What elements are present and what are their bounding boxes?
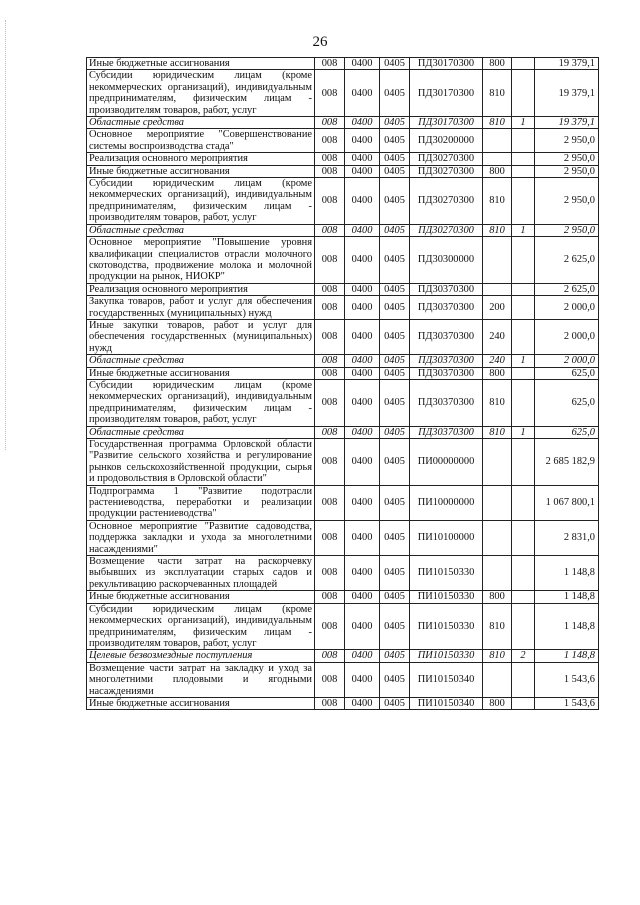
row-gr-code: 008 xyxy=(315,603,345,650)
row-pr-code: 0405 xyxy=(380,662,410,697)
row-pr-code: 0405 xyxy=(380,367,410,379)
row-rz-code: 0400 xyxy=(345,224,380,236)
row-source-code: 1 xyxy=(512,355,535,367)
row-csr-code: ПД30170300 xyxy=(410,58,483,70)
row-csr-code: ПД30170300 xyxy=(410,117,483,129)
row-name: Основное мероприятие "Развитие садоводства, поддержка закладки и ухода за многолетними насаждениями" xyxy=(87,520,315,555)
row-amount: 625,0 xyxy=(535,367,599,379)
row-amount: 1 148,8 xyxy=(535,603,599,650)
row-gr-code: 008 xyxy=(315,178,345,225)
row-amount: 1 148,8 xyxy=(535,591,599,603)
row-source-code xyxy=(512,485,535,520)
row-gr-code: 008 xyxy=(315,355,345,367)
row-csr-code: ПД30270300 xyxy=(410,224,483,236)
row-csr-code: ПИ10000000 xyxy=(410,485,483,520)
row-rz-code: 0400 xyxy=(345,129,380,153)
row-csr-code: ПД30270300 xyxy=(410,178,483,225)
row-name: Возмещение части затрат на раскорчевку выбывших из эксплуатации старых садов и рекультивацию раскорчеванных площадей xyxy=(87,556,315,591)
table-row xyxy=(87,367,599,379)
row-amount: 1 148,8 xyxy=(535,650,599,662)
row-rz-code: 0400 xyxy=(345,165,380,177)
row-source-code xyxy=(512,591,535,603)
row-amount: 1 067 800,1 xyxy=(535,485,599,520)
row-pr-code: 0405 xyxy=(380,70,410,117)
row-gr-code: 008 xyxy=(315,153,345,165)
row-gr-code: 008 xyxy=(315,379,345,426)
row-name: Иные бюджетные ассигнования xyxy=(87,697,315,709)
row-name: Реализация основного мероприятия xyxy=(87,283,315,295)
budget-table-body xyxy=(87,58,599,710)
row-pr-code: 0405 xyxy=(380,319,410,354)
row-amount: 2 950,0 xyxy=(535,224,599,236)
row-source-code xyxy=(512,697,535,709)
row-source-code xyxy=(512,178,535,225)
row-gr-code: 008 xyxy=(315,485,345,520)
row-name: Иные бюджетные ассигнования xyxy=(87,591,315,603)
row-pr-code: 0405 xyxy=(380,697,410,709)
row-name: Субсидии юридическим лицам (кроме некоммерческих организаций), индивидуальным предпринимателям, физическим лицам - производителям товаров, работ, услуг xyxy=(87,603,315,650)
table-row xyxy=(87,556,599,591)
row-source-code xyxy=(512,556,535,591)
row-gr-code: 008 xyxy=(315,650,345,662)
row-csr-code: ПИ00000000 xyxy=(410,439,483,486)
row-amount: 2 000,0 xyxy=(535,319,599,354)
row-vr-code: 810 xyxy=(483,224,512,236)
row-vr-code: 800 xyxy=(483,367,512,379)
table-row xyxy=(87,426,599,438)
row-rz-code: 0400 xyxy=(345,591,380,603)
row-pr-code: 0405 xyxy=(380,178,410,225)
row-source-code xyxy=(512,58,535,70)
row-vr-code: 810 xyxy=(483,426,512,438)
row-source-code xyxy=(512,603,535,650)
row-name: Иные бюджетные ассигнования xyxy=(87,58,315,70)
row-amount: 1 148,8 xyxy=(535,556,599,591)
table-row xyxy=(87,439,599,486)
table-row xyxy=(87,319,599,354)
row-name: Субсидии юридическим лицам (кроме некоммерческих организаций), индивидуальным предпринимателям, физическим лицам - производителям товаров, работ, услуг xyxy=(87,178,315,225)
row-gr-code: 008 xyxy=(315,224,345,236)
row-rz-code: 0400 xyxy=(345,237,380,284)
row-rz-code: 0400 xyxy=(345,153,380,165)
row-pr-code: 0405 xyxy=(380,117,410,129)
row-source-code: 1 xyxy=(512,426,535,438)
row-csr-code: ПД30270300 xyxy=(410,153,483,165)
page-number: 26 xyxy=(312,34,328,50)
row-csr-code: ПД30370300 xyxy=(410,283,483,295)
row-csr-code: ПД30270300 xyxy=(410,165,483,177)
row-name: Иные закупки товаров, работ и услуг для обеспечения государственных (муниципальных) нужд xyxy=(87,319,315,354)
row-csr-code: ПД30370300 xyxy=(410,367,483,379)
row-rz-code: 0400 xyxy=(345,58,380,70)
row-name: Основное мероприятие "Совершенствование системы воспроизводства стада" xyxy=(87,129,315,153)
row-name: Областные средства xyxy=(87,224,315,236)
table-row xyxy=(87,178,599,225)
row-amount: 19 379,1 xyxy=(535,58,599,70)
row-rz-code: 0400 xyxy=(345,603,380,650)
row-vr-code xyxy=(483,283,512,295)
row-csr-code: ПИ10150340 xyxy=(410,697,483,709)
table-row xyxy=(87,224,599,236)
row-name: Областные средства xyxy=(87,355,315,367)
row-name: Областные средства xyxy=(87,426,315,438)
row-rz-code: 0400 xyxy=(345,520,380,555)
row-pr-code: 0405 xyxy=(380,224,410,236)
row-amount: 2 950,0 xyxy=(535,165,599,177)
row-amount: 2 625,0 xyxy=(535,237,599,284)
row-amount: 1 543,6 xyxy=(535,662,599,697)
row-rz-code: 0400 xyxy=(345,296,380,320)
row-pr-code: 0405 xyxy=(380,485,410,520)
margin-scan-marks xyxy=(5,20,8,450)
row-source-code: 1 xyxy=(512,224,535,236)
row-vr-code xyxy=(483,129,512,153)
row-amount: 2 950,0 xyxy=(535,178,599,225)
row-source-code xyxy=(512,296,535,320)
row-rz-code: 0400 xyxy=(345,556,380,591)
table-row xyxy=(87,58,599,70)
row-gr-code: 008 xyxy=(315,283,345,295)
table-row xyxy=(87,697,599,709)
row-rz-code: 0400 xyxy=(345,697,380,709)
row-source-code xyxy=(512,520,535,555)
table-row xyxy=(87,520,599,555)
row-vr-code: 800 xyxy=(483,591,512,603)
row-vr-code: 810 xyxy=(483,379,512,426)
table-row xyxy=(87,283,599,295)
row-csr-code: ПИ10100000 xyxy=(410,520,483,555)
row-rz-code: 0400 xyxy=(345,439,380,486)
row-source-code xyxy=(512,165,535,177)
row-csr-code: ПД30370300 xyxy=(410,319,483,354)
row-gr-code: 008 xyxy=(315,129,345,153)
row-gr-code: 008 xyxy=(315,58,345,70)
row-amount: 2 950,0 xyxy=(535,153,599,165)
row-name: Субсидии юридическим лицам (кроме некоммерческих организаций), индивидуальным предпринимателям, физическим лицам - производителям товаров, работ, услуг xyxy=(87,70,315,117)
row-rz-code: 0400 xyxy=(345,319,380,354)
row-csr-code: ПД30370300 xyxy=(410,355,483,367)
row-amount: 2 000,0 xyxy=(535,355,599,367)
table-row xyxy=(87,379,599,426)
row-amount: 625,0 xyxy=(535,426,599,438)
budget-table xyxy=(86,57,599,710)
row-gr-code: 008 xyxy=(315,319,345,354)
row-gr-code: 008 xyxy=(315,591,345,603)
table-row xyxy=(87,650,599,662)
row-csr-code: ПД30370300 xyxy=(410,296,483,320)
row-vr-code xyxy=(483,485,512,520)
row-source-code xyxy=(512,379,535,426)
row-gr-code: 008 xyxy=(315,237,345,284)
row-name: Субсидии юридическим лицам (кроме некоммерческих организаций), индивидуальным предпринимателям, физическим лицам - производителям товаров, работ, услуг xyxy=(87,379,315,426)
row-vr-code xyxy=(483,520,512,555)
row-source-code: 1 xyxy=(512,117,535,129)
row-vr-code xyxy=(483,237,512,284)
row-csr-code: ПИ10150330 xyxy=(410,591,483,603)
row-source-code xyxy=(512,439,535,486)
row-amount: 19 379,1 xyxy=(535,117,599,129)
row-name: Целевые безвозмездные поступления xyxy=(87,650,315,662)
row-name: Реализация основного мероприятия xyxy=(87,153,315,165)
row-rz-code: 0400 xyxy=(345,379,380,426)
row-vr-code: 810 xyxy=(483,178,512,225)
row-gr-code: 008 xyxy=(315,697,345,709)
row-csr-code: ПИ10150330 xyxy=(410,603,483,650)
row-name: Иные бюджетные ассигнования xyxy=(87,165,315,177)
row-pr-code: 0405 xyxy=(380,591,410,603)
row-vr-code xyxy=(483,662,512,697)
row-amount: 2 950,0 xyxy=(535,129,599,153)
row-vr-code: 810 xyxy=(483,117,512,129)
row-gr-code: 008 xyxy=(315,367,345,379)
row-rz-code: 0400 xyxy=(345,426,380,438)
table-row xyxy=(87,662,599,697)
table-row xyxy=(87,117,599,129)
row-gr-code: 008 xyxy=(315,70,345,117)
row-csr-code: ПД30300000 xyxy=(410,237,483,284)
row-rz-code: 0400 xyxy=(345,178,380,225)
row-csr-code: ПИ10150330 xyxy=(410,556,483,591)
row-name: Областные средства xyxy=(87,117,315,129)
table-row xyxy=(87,165,599,177)
row-amount: 2 685 182,9 xyxy=(535,439,599,486)
table-row xyxy=(87,153,599,165)
row-csr-code: ПИ10150340 xyxy=(410,662,483,697)
row-gr-code: 008 xyxy=(315,520,345,555)
row-pr-code: 0405 xyxy=(380,520,410,555)
row-gr-code: 008 xyxy=(315,662,345,697)
row-amount: 625,0 xyxy=(535,379,599,426)
row-pr-code: 0405 xyxy=(380,603,410,650)
row-vr-code xyxy=(483,439,512,486)
table-row xyxy=(87,355,599,367)
row-gr-code: 008 xyxy=(315,426,345,438)
row-source-code xyxy=(512,283,535,295)
row-amount: 2 000,0 xyxy=(535,296,599,320)
table-row xyxy=(87,485,599,520)
row-pr-code: 0405 xyxy=(380,153,410,165)
row-pr-code: 0405 xyxy=(380,58,410,70)
row-name: Государственная программа Орловской области "Развитие сельского хозяйства и регулирование рынков сельскохозяйственной продукции, сырья и продовольствия в Орловской области" xyxy=(87,439,315,486)
row-gr-code: 008 xyxy=(315,296,345,320)
row-source-code xyxy=(512,70,535,117)
row-source-code xyxy=(512,319,535,354)
row-source-code: 2 xyxy=(512,650,535,662)
row-gr-code: 008 xyxy=(315,165,345,177)
table-row xyxy=(87,603,599,650)
row-vr-code xyxy=(483,556,512,591)
table-row xyxy=(87,296,599,320)
row-source-code xyxy=(512,237,535,284)
row-amount: 1 543,6 xyxy=(535,697,599,709)
row-pr-code: 0405 xyxy=(380,237,410,284)
row-amount: 19 379,1 xyxy=(535,70,599,117)
row-vr-code: 200 xyxy=(483,296,512,320)
table-row xyxy=(87,591,599,603)
row-pr-code: 0405 xyxy=(380,439,410,486)
row-pr-code: 0405 xyxy=(380,165,410,177)
row-vr-code: 800 xyxy=(483,697,512,709)
row-vr-code: 240 xyxy=(483,355,512,367)
row-csr-code: ПД30370300 xyxy=(410,379,483,426)
row-csr-code: ПД30200000 xyxy=(410,129,483,153)
row-pr-code: 0405 xyxy=(380,426,410,438)
row-rz-code: 0400 xyxy=(345,485,380,520)
row-rz-code: 0400 xyxy=(345,283,380,295)
row-name: Подпрограмма 1 "Развитие подотрасли растениеводства, переработки и реализации продукции растениеводства" xyxy=(87,485,315,520)
row-gr-code: 008 xyxy=(315,439,345,486)
row-pr-code: 0405 xyxy=(380,650,410,662)
row-name: Закупка товаров, работ и услуг для обеспечения государственных (муниципальных) нужд xyxy=(87,296,315,320)
row-name: Основное мероприятие "Повышение уровня квалификации специалистов отрасли молочного скотоводства, продвижение молока и молочной продукции на рынок, НИОКР" xyxy=(87,237,315,284)
row-gr-code: 008 xyxy=(315,117,345,129)
row-csr-code: ПИ10150330 xyxy=(410,650,483,662)
table-row xyxy=(87,129,599,153)
row-name: Иные бюджетные ассигнования xyxy=(87,367,315,379)
row-vr-code: 810 xyxy=(483,603,512,650)
row-pr-code: 0405 xyxy=(380,296,410,320)
row-rz-code: 0400 xyxy=(345,117,380,129)
row-pr-code: 0405 xyxy=(380,129,410,153)
row-rz-code: 0400 xyxy=(345,70,380,117)
row-source-code xyxy=(512,153,535,165)
row-rz-code: 0400 xyxy=(345,367,380,379)
row-source-code xyxy=(512,129,535,153)
row-amount: 2 831,0 xyxy=(535,520,599,555)
row-pr-code: 0405 xyxy=(380,556,410,591)
row-csr-code: ПД30170300 xyxy=(410,70,483,117)
row-pr-code: 0405 xyxy=(380,283,410,295)
row-vr-code: 240 xyxy=(483,319,512,354)
row-vr-code: 800 xyxy=(483,165,512,177)
row-source-code xyxy=(512,367,535,379)
row-vr-code xyxy=(483,153,512,165)
row-rz-code: 0400 xyxy=(345,650,380,662)
row-pr-code: 0405 xyxy=(380,379,410,426)
row-pr-code: 0405 xyxy=(380,355,410,367)
table-row xyxy=(87,70,599,117)
row-name: Возмещение части затрат на закладку и уход за многолетними плодовыми и ягодными насаждениями xyxy=(87,662,315,697)
row-amount: 2 625,0 xyxy=(535,283,599,295)
table-row xyxy=(87,237,599,284)
row-vr-code: 810 xyxy=(483,70,512,117)
row-source-code xyxy=(512,662,535,697)
row-csr-code: ПД30370300 xyxy=(410,426,483,438)
row-vr-code: 800 xyxy=(483,58,512,70)
row-rz-code: 0400 xyxy=(345,355,380,367)
row-vr-code: 810 xyxy=(483,650,512,662)
row-rz-code: 0400 xyxy=(345,662,380,697)
row-gr-code: 008 xyxy=(315,556,345,591)
